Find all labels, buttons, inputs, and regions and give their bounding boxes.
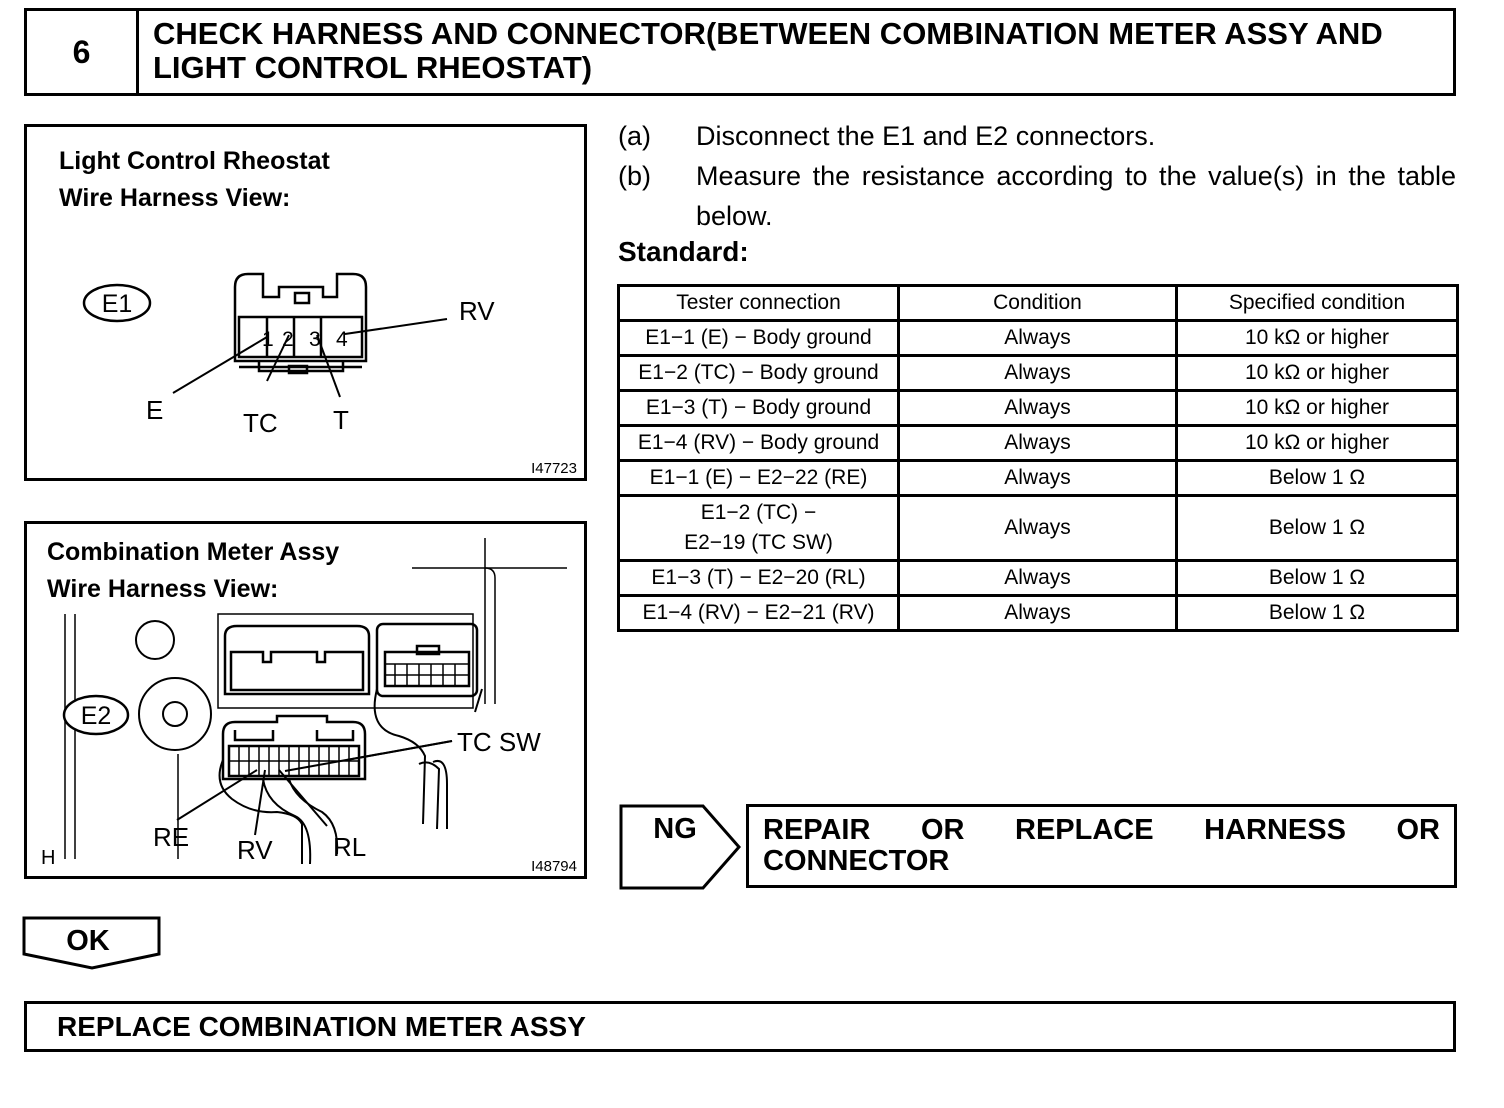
cell-connection: E1−3 (T) − Body ground bbox=[619, 391, 899, 426]
ok-label: OK bbox=[66, 925, 110, 957]
cell-condition: Always bbox=[899, 496, 1177, 561]
cell-specified: 10 kΩ or higher bbox=[1177, 391, 1458, 426]
instruction-text-b: Measure the resistance according to the value(s) in the table below. bbox=[696, 161, 1456, 231]
cell-condition: Always bbox=[899, 356, 1177, 391]
ng-result-text: REPAIR OR REPLACE HARNESS OR CONNECTOR bbox=[763, 814, 1440, 877]
connector-id-e1: E1 bbox=[101, 290, 133, 318]
pin-4: 4 bbox=[336, 328, 348, 351]
label-h: H bbox=[41, 847, 56, 869]
table-row bbox=[619, 561, 1458, 596]
pin-2: 2 bbox=[282, 328, 294, 351]
rheostat-diagram bbox=[24, 124, 587, 481]
standard-table bbox=[617, 284, 1459, 632]
cell-connection: E1−3 (T) − E2−20 (RL) bbox=[619, 561, 899, 596]
cell-connection-line1: E1−2 (TC) − bbox=[700, 501, 817, 524]
final-action-box bbox=[24, 1001, 1456, 1052]
label-tc: TC bbox=[243, 408, 278, 438]
step-number: 6 bbox=[27, 11, 139, 93]
table-row bbox=[619, 461, 1458, 496]
pin-3: 3 bbox=[309, 328, 321, 351]
cell-specified: Below 1 Ω bbox=[1177, 596, 1458, 631]
label-rv: RV bbox=[237, 835, 273, 865]
cell-condition: Always bbox=[899, 391, 1177, 426]
cell-connection: E1−1 (E) − Body ground bbox=[619, 321, 899, 356]
step-title: CHECK HARNESS AND CONNECTOR(BETWEEN COMBINATION METER ASSY AND LIGHT CONTROL RHEOSTAT) bbox=[153, 16, 1383, 85]
ng-arrow-shape bbox=[619, 804, 743, 890]
rheostat-connector bbox=[235, 274, 366, 373]
step-header bbox=[24, 8, 1456, 96]
ng-result-box bbox=[746, 804, 1457, 888]
instruction-text-a: Disconnect the E1 and E2 connectors. bbox=[696, 121, 1156, 151]
cell-condition: Always bbox=[899, 596, 1177, 631]
label-e: E bbox=[146, 395, 164, 425]
column-header-specified-condition: Specified condition bbox=[1177, 286, 1458, 321]
meter-diagram bbox=[24, 521, 587, 879]
table-row bbox=[619, 356, 1458, 391]
cell-connection: E1−4 (RV) − E2−21 (RV) bbox=[619, 596, 899, 631]
cell-specified: Below 1 Ω bbox=[1177, 461, 1458, 496]
cell-connection-line2: E2−19 (TC SW) bbox=[684, 531, 833, 554]
table-row bbox=[619, 391, 1458, 426]
cell-condition: Always bbox=[899, 461, 1177, 496]
meter-round-parts bbox=[136, 621, 211, 750]
table-header-row bbox=[619, 286, 1458, 321]
cell-connection: E1−4 (RV) − Body ground bbox=[619, 426, 899, 461]
ng-badge bbox=[619, 804, 743, 895]
ok-badge bbox=[22, 916, 162, 977]
cell-condition: Always bbox=[899, 426, 1177, 461]
cell-connection: E1−2 (TC) − Body ground bbox=[619, 356, 899, 391]
label-rv: RV bbox=[459, 296, 495, 326]
meter-diagram-title-line2: Wire Harness View: bbox=[47, 575, 279, 603]
cell-specified: Below 1 Ω bbox=[1177, 561, 1458, 596]
table-row bbox=[619, 426, 1458, 461]
rheostat-diagram-title-line2: Wire Harness View: bbox=[59, 184, 291, 212]
final-action-text: REPLACE COMBINATION METER ASSY bbox=[57, 1011, 586, 1042]
rheostat-connector-illustration bbox=[27, 127, 584, 478]
instruction-letter-a: (a) bbox=[618, 121, 651, 151]
table-row bbox=[619, 596, 1458, 631]
label-tc-sw: TC SW bbox=[457, 727, 541, 757]
meter-diagram-title-line1: Combination Meter Assy bbox=[47, 538, 340, 566]
cell-condition: Always bbox=[899, 561, 1177, 596]
pin-1: 1 bbox=[262, 328, 274, 351]
ok-arrow-shape bbox=[22, 916, 162, 972]
cell-specified: 10 kΩ or higher bbox=[1177, 356, 1458, 391]
column-header-condition: Condition bbox=[899, 286, 1177, 321]
meter-tc-sw-connector bbox=[377, 624, 477, 696]
rheostat-diagram-title-line1: Light Control Rheostat bbox=[59, 147, 330, 175]
instruction-letter-b: (b) bbox=[618, 161, 651, 191]
cell-condition: Always bbox=[899, 321, 1177, 356]
figure-id: I47723 bbox=[531, 460, 577, 477]
cell-specified: 10 kΩ or higher bbox=[1177, 426, 1458, 461]
label-t: T bbox=[333, 405, 349, 435]
table-row bbox=[619, 321, 1458, 356]
cell-connection bbox=[619, 496, 899, 561]
label-rl: RL bbox=[333, 832, 367, 862]
standard-label: Standard: bbox=[618, 236, 749, 267]
label-re: RE bbox=[153, 822, 190, 852]
table-row bbox=[619, 496, 1458, 561]
meter-upper-connector bbox=[225, 626, 369, 694]
column-header-tester-connection: Tester connection bbox=[619, 286, 899, 321]
figure-id: I48794 bbox=[531, 858, 577, 875]
meter-connector-illustration bbox=[27, 524, 584, 876]
cell-specified: 10 kΩ or higher bbox=[1177, 321, 1458, 356]
cell-specified: Below 1 Ω bbox=[1177, 496, 1458, 561]
cell-connection: E1−1 (E) − E2−22 (RE) bbox=[619, 461, 899, 496]
ng-label: NG bbox=[653, 813, 697, 845]
connector-id-e2: E2 bbox=[80, 702, 112, 730]
